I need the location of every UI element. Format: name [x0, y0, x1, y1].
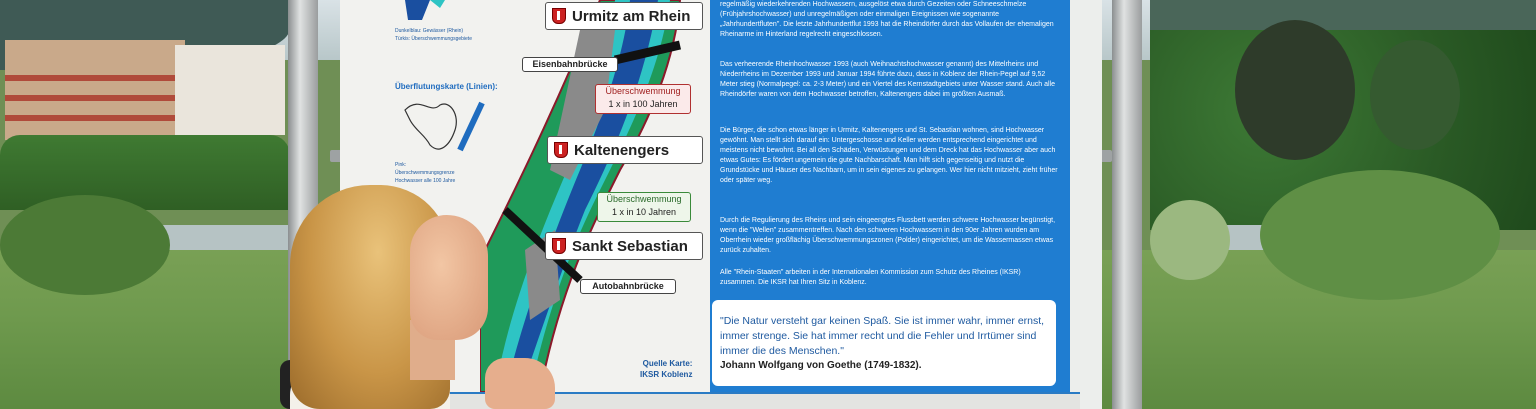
coat-of-arms-icon — [552, 238, 566, 254]
place-name: Urmitz am Rhein — [572, 7, 691, 25]
tree-line-left — [0, 135, 290, 210]
flood-frequency: 1 x in 10 Jahren — [611, 207, 677, 217]
flood-label-100-years — [595, 84, 691, 114]
bush — [0, 195, 170, 295]
woman-face — [410, 215, 488, 340]
balcony-row — [5, 75, 185, 81]
info-paragraph: regelmäßig wiederkehrenden Hochwassern, ausgelöst etwa durch Gezeiten oder Schneeschmelze (Frühjahrshochwasser) und unregelmäßigen oder einmaligen Ereignissen wie sogenannte „Jahrhundertfluten". Die letzte Jahrhundertflut 1993 hat die Rheindörfer durch das Vollaufen der ehemaligen Rheinarme im Hinterland regelrecht eingeschlossen. — [720, 1, 1054, 38]
legend-swatch-icon — [400, 0, 460, 22]
info-paragraph: Alle "Rhein-Staaten" arbeiten in der Internationalen Kommission zum Schutz des Rheines (IKSR) zusammen. Die IKSR hat Ihren Sitz in Koblenz. — [720, 269, 1021, 286]
legend-line: Türkis: Überschwemmungsgebiete — [395, 36, 472, 42]
flood-frequency: 1 x in 100 Jahren — [608, 99, 678, 109]
bush — [1150, 200, 1230, 280]
flood-label-10-years — [597, 192, 691, 222]
balcony-row — [5, 95, 185, 101]
dark-tree — [1370, 40, 1460, 150]
bridge-label-motorway: Autobahnbrücke — [580, 279, 676, 294]
place-name: Kaltenengers — [574, 141, 670, 159]
bush — [1260, 170, 1500, 300]
quote-author: Johann Wolfgang von Goethe (1749-1832). — [720, 360, 922, 371]
woman-hand — [485, 358, 555, 409]
map-source — [640, 358, 692, 380]
place-label-urmitz — [545, 2, 703, 30]
legend-line: Hochwasser alle 100 Jahre — [395, 178, 456, 184]
dark-tree — [1235, 20, 1355, 160]
board-frame — [1070, 0, 1102, 409]
legend-line: Dunkelblau: Gewässer (Rhein) — [395, 28, 464, 34]
quote-box — [712, 300, 1056, 386]
legend-line: Pink: — [395, 162, 407, 168]
white-house — [175, 45, 285, 135]
coat-of-arms-icon — [554, 142, 568, 158]
info-paragraph: Durch die Regulierung des Rheins und sein eingeengtes Flussbett werden schwere Hochwasser begünstigt, wenn die "Wellen" zusammentreffen. Nach den schweren Hochwassern in den 90er Jahren wurden am Oberrhein wieder großflächig Überschwemmungszonen (Polder) eingerichtet, um die Wassermassen etwas zurück zuhalten. — [720, 217, 1056, 254]
flood-title: Überschwemmung — [605, 86, 681, 96]
source-line: IKSR Koblenz — [640, 370, 693, 379]
legend-line: Überschwemmungsgrenze — [395, 170, 455, 176]
place-label-kaltenengers — [547, 136, 703, 164]
balcony-row — [5, 115, 185, 121]
apartment-building — [5, 40, 185, 140]
bridge-label-railway: Eisenbahnbrücke — [522, 57, 618, 72]
coat-of-arms-icon — [552, 8, 566, 24]
legend-heading: Überflutungskarte (Linien): — [395, 82, 498, 91]
sign-post-right — [1112, 0, 1142, 409]
outline-map-icon — [400, 95, 485, 160]
goethe-quote: "Die Natur versteht gar keinen Spaß. Sie ist immer wahr, immer ernst, immer strenge. Sie hat immer recht und die Fehler und Irrtümer sind immer die des Menschen." — [720, 315, 1045, 357]
place-label-sankt-sebastian — [545, 232, 703, 260]
flood-title: Überschwemmung — [606, 194, 682, 204]
place-name: Sankt Sebastian — [572, 237, 688, 255]
source-line: Quelle Karte: — [642, 359, 693, 368]
info-paragraph: Die Bürger, die schon etwas länger in Urmitz, Kaltenengers und St. Sebastian wohnen, sind Hochwasser gewöhnt. Man stellt sich darauf ein: Untergeschosse und Keller werden entsprechend eingerichtet und meistens nicht bewohnt. Bei all den Schäden, Verwüstungen und dem Dreck hat das Hochwasser aber auch etwas Gutes: Es fördert ungemein die gute Nachbarschaft. Man hilft sich gegenseitig und nutzt die Grundstücke und Häuser des Nachbarn, um in sein eigenes zu gelangen. Wer hier nicht mitzieht, zieht früher oder später weg. — [720, 127, 1058, 184]
info-paragraph: Das verheerende Rheinhochwasser 1993 (auch Weihnachtshochwasser genannt) des Mittelrheins und Niederrheins im Dezember 1993 und Januar 1994 führte dazu, dass in Koblenz der Rhein-Pegel auf 9,52 Meter stieg (Normalpegel: ca. 2-3 Meter) und ein Viertel des Kernstadtgebiets unter Wasser stand. Auch alle Rheindörfer waren von dem Hochwasser betroffen, Kaltenengers dabei im größten Ausmaß. — [720, 61, 1056, 98]
